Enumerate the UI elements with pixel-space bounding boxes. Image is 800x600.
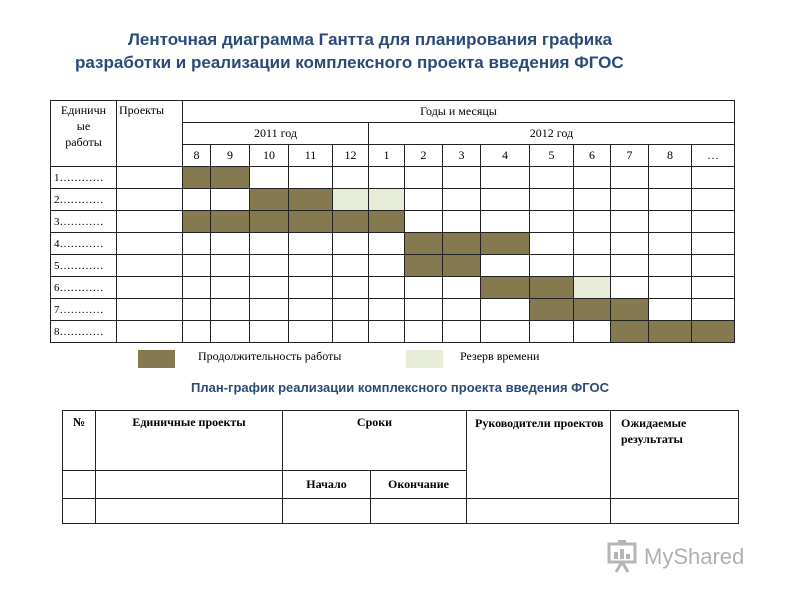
unit-work-label: 1………… bbox=[51, 167, 117, 189]
work-duration-bar bbox=[530, 277, 574, 299]
work-duration-bar bbox=[289, 211, 333, 233]
empty-month-cell bbox=[405, 167, 443, 189]
project-cell bbox=[117, 167, 183, 189]
empty-month-cell bbox=[574, 189, 611, 211]
col-end-header: Окончание bbox=[371, 471, 467, 499]
empty-month-cell bbox=[405, 299, 443, 321]
presentation-board-icon bbox=[606, 538, 766, 574]
units-header-line: работы bbox=[65, 135, 102, 149]
project-cell bbox=[117, 233, 183, 255]
empty-month-cell bbox=[530, 211, 574, 233]
year-2012-header: 2012 год bbox=[369, 123, 735, 145]
empty-month-cell bbox=[183, 255, 211, 277]
empty-month-cell bbox=[333, 233, 369, 255]
empty-month-cell bbox=[530, 167, 574, 189]
month-header-cell: 6 bbox=[574, 145, 611, 167]
empty-month-cell bbox=[405, 277, 443, 299]
empty-month-cell bbox=[250, 233, 289, 255]
plan-cell bbox=[467, 499, 611, 524]
month-header-cell: … bbox=[692, 145, 735, 167]
unit-work-label: 6………… bbox=[51, 277, 117, 299]
empty-month-cell bbox=[289, 167, 333, 189]
gantt-row bbox=[51, 255, 735, 277]
project-cell bbox=[117, 189, 183, 211]
empty-month-cell bbox=[443, 299, 481, 321]
work-duration-bar bbox=[333, 211, 369, 233]
units-header bbox=[51, 101, 117, 167]
watermark-text: MyShared bbox=[644, 544, 745, 569]
gantt-row bbox=[51, 299, 735, 321]
empty-month-cell bbox=[649, 255, 692, 277]
empty-month-cell bbox=[289, 277, 333, 299]
units-header-line: Единичн bbox=[60, 103, 107, 117]
work-duration-bar bbox=[611, 321, 649, 343]
work-duration-bar bbox=[530, 299, 574, 321]
work-duration-bar bbox=[183, 167, 211, 189]
empty-month-cell bbox=[649, 167, 692, 189]
work-duration-bar bbox=[481, 233, 530, 255]
month-header-cell: 12 bbox=[333, 145, 369, 167]
empty-month-cell bbox=[692, 167, 735, 189]
work-duration-bar bbox=[443, 233, 481, 255]
plan-cell bbox=[96, 499, 283, 524]
month-header-cell: 1 bbox=[369, 145, 405, 167]
empty-month-cell bbox=[369, 233, 405, 255]
work-duration-bar bbox=[649, 321, 692, 343]
time-reserve-bar bbox=[333, 189, 369, 211]
gantt-row bbox=[51, 189, 735, 211]
work-duration-bar bbox=[443, 255, 481, 277]
col-num-header: № bbox=[63, 411, 96, 471]
empty-month-cell bbox=[611, 167, 649, 189]
project-cell bbox=[117, 211, 183, 233]
col-leaders-header: Руководители проектов bbox=[467, 411, 611, 499]
empty-month-cell bbox=[183, 277, 211, 299]
unit-work-label: 8………… bbox=[51, 321, 117, 343]
plan-cell bbox=[96, 471, 283, 499]
month-header-cell: 4 bbox=[481, 145, 530, 167]
work-duration-bar bbox=[211, 167, 250, 189]
work-duration-bar bbox=[369, 211, 405, 233]
empty-month-cell bbox=[481, 189, 530, 211]
projects-header: Проекты bbox=[117, 101, 183, 167]
empty-month-cell bbox=[289, 321, 333, 343]
month-header-cell: 3 bbox=[443, 145, 481, 167]
plan-table bbox=[62, 410, 739, 524]
gantt-row bbox=[51, 233, 735, 255]
empty-month-cell bbox=[405, 211, 443, 233]
empty-month-cell bbox=[574, 167, 611, 189]
empty-month-cell bbox=[611, 211, 649, 233]
empty-month-cell bbox=[443, 189, 481, 211]
gantt-row bbox=[51, 321, 735, 343]
month-header-cell: 9 bbox=[211, 145, 250, 167]
legend-reserve-label: Резерв времени bbox=[460, 349, 540, 363]
empty-month-cell bbox=[250, 255, 289, 277]
legend-work-swatch bbox=[138, 350, 175, 368]
unit-work-label: 7………… bbox=[51, 299, 117, 321]
myshared-watermark bbox=[606, 538, 766, 574]
legend-reserve-swatch bbox=[406, 350, 443, 368]
month-header-cell: 8 bbox=[649, 145, 692, 167]
empty-month-cell bbox=[289, 233, 333, 255]
empty-month-cell bbox=[574, 321, 611, 343]
time-reserve-bar bbox=[574, 277, 611, 299]
empty-month-cell bbox=[369, 167, 405, 189]
work-duration-bar bbox=[289, 189, 333, 211]
empty-month-cell bbox=[211, 233, 250, 255]
empty-month-cell bbox=[530, 321, 574, 343]
year-2011-header: 2011 год bbox=[183, 123, 369, 145]
empty-month-cell bbox=[183, 233, 211, 255]
work-duration-bar bbox=[250, 211, 289, 233]
empty-month-cell bbox=[692, 211, 735, 233]
plan-cell bbox=[283, 499, 371, 524]
month-header-cell: 7 bbox=[611, 145, 649, 167]
work-duration-bar bbox=[405, 233, 443, 255]
work-duration-bar bbox=[481, 277, 530, 299]
project-cell bbox=[117, 277, 183, 299]
empty-month-cell bbox=[611, 189, 649, 211]
empty-month-cell bbox=[692, 255, 735, 277]
project-cell bbox=[117, 321, 183, 343]
years-months-header: Годы и месяцы bbox=[183, 101, 735, 123]
empty-month-cell bbox=[369, 321, 405, 343]
empty-month-cell bbox=[574, 233, 611, 255]
empty-month-cell bbox=[369, 299, 405, 321]
plan-cell bbox=[63, 499, 96, 524]
plan-cell bbox=[63, 471, 96, 499]
empty-month-cell bbox=[649, 299, 692, 321]
units-header-line: ые bbox=[76, 119, 91, 133]
empty-month-cell bbox=[481, 299, 530, 321]
empty-month-cell bbox=[333, 299, 369, 321]
empty-month-cell bbox=[611, 233, 649, 255]
empty-month-cell bbox=[530, 255, 574, 277]
month-header-cell: 8 bbox=[183, 145, 211, 167]
empty-month-cell bbox=[611, 255, 649, 277]
empty-month-cell bbox=[250, 167, 289, 189]
empty-month-cell bbox=[649, 189, 692, 211]
empty-month-cell bbox=[405, 321, 443, 343]
empty-month-cell bbox=[649, 277, 692, 299]
empty-month-cell bbox=[250, 299, 289, 321]
col-results-header: Ожидаемые результаты bbox=[611, 411, 739, 499]
empty-month-cell bbox=[211, 299, 250, 321]
col-projects-header: Единичные проекты bbox=[96, 411, 283, 471]
empty-month-cell bbox=[211, 321, 250, 343]
empty-month-cell bbox=[443, 321, 481, 343]
month-header-cell: 10 bbox=[250, 145, 289, 167]
empty-month-cell bbox=[211, 189, 250, 211]
empty-month-cell bbox=[369, 255, 405, 277]
title-line-2: разработки и реализации комплексного проекта введения ФГОС bbox=[75, 53, 624, 72]
project-cell bbox=[117, 255, 183, 277]
empty-month-cell bbox=[183, 321, 211, 343]
unit-work-label: 5………… bbox=[51, 255, 117, 277]
gantt-chart-table bbox=[50, 100, 735, 343]
empty-month-cell bbox=[211, 255, 250, 277]
legend-work-label: Продолжительность работы bbox=[198, 349, 342, 363]
empty-month-cell bbox=[211, 277, 250, 299]
slide-title bbox=[0, 28, 800, 74]
empty-month-cell bbox=[183, 299, 211, 321]
work-duration-bar bbox=[405, 255, 443, 277]
empty-month-cell bbox=[333, 277, 369, 299]
empty-month-cell bbox=[481, 321, 530, 343]
month-header-cell: 2 bbox=[405, 145, 443, 167]
title-line-1: Ленточная диаграмма Гантта для планирования графика bbox=[128, 30, 613, 49]
empty-month-cell bbox=[574, 211, 611, 233]
empty-month-cell bbox=[443, 277, 481, 299]
empty-month-cell bbox=[443, 167, 481, 189]
plan-subtitle: План-график реализации комплексного проекта введения ФГОС bbox=[191, 380, 609, 395]
month-header-cell: 5 bbox=[530, 145, 574, 167]
empty-month-cell bbox=[250, 277, 289, 299]
work-duration-bar bbox=[692, 321, 735, 343]
empty-month-cell bbox=[481, 255, 530, 277]
work-duration-bar bbox=[250, 189, 289, 211]
empty-month-cell bbox=[692, 277, 735, 299]
unit-work-label: 3………… bbox=[51, 211, 117, 233]
empty-month-cell bbox=[250, 321, 289, 343]
empty-month-cell bbox=[333, 167, 369, 189]
empty-month-cell bbox=[649, 211, 692, 233]
work-duration-bar bbox=[211, 211, 250, 233]
time-reserve-bar bbox=[369, 189, 405, 211]
gantt-row bbox=[51, 277, 735, 299]
month-header-cell: 11 bbox=[289, 145, 333, 167]
col-start-header: Начало bbox=[283, 471, 371, 499]
empty-month-cell bbox=[183, 189, 211, 211]
gantt-row bbox=[51, 167, 735, 189]
unit-work-label: 2………… bbox=[51, 189, 117, 211]
empty-month-cell bbox=[649, 233, 692, 255]
plan-cell bbox=[371, 499, 467, 524]
empty-month-cell bbox=[333, 321, 369, 343]
empty-month-cell bbox=[530, 233, 574, 255]
gantt-row bbox=[51, 211, 735, 233]
work-duration-bar bbox=[611, 299, 649, 321]
empty-month-cell bbox=[333, 255, 369, 277]
plan-cell bbox=[611, 499, 739, 524]
empty-month-cell bbox=[481, 211, 530, 233]
empty-month-cell bbox=[481, 167, 530, 189]
empty-month-cell bbox=[692, 189, 735, 211]
project-cell bbox=[117, 299, 183, 321]
empty-month-cell bbox=[692, 233, 735, 255]
empty-month-cell bbox=[611, 277, 649, 299]
empty-month-cell bbox=[405, 189, 443, 211]
empty-month-cell bbox=[530, 189, 574, 211]
empty-month-cell bbox=[289, 299, 333, 321]
empty-month-cell bbox=[369, 277, 405, 299]
unit-work-label: 4………… bbox=[51, 233, 117, 255]
empty-month-cell bbox=[692, 299, 735, 321]
work-duration-bar bbox=[574, 299, 611, 321]
empty-month-cell bbox=[289, 255, 333, 277]
work-duration-bar bbox=[183, 211, 211, 233]
col-terms-header: Сроки bbox=[283, 411, 467, 471]
empty-month-cell bbox=[443, 211, 481, 233]
empty-month-cell bbox=[574, 255, 611, 277]
